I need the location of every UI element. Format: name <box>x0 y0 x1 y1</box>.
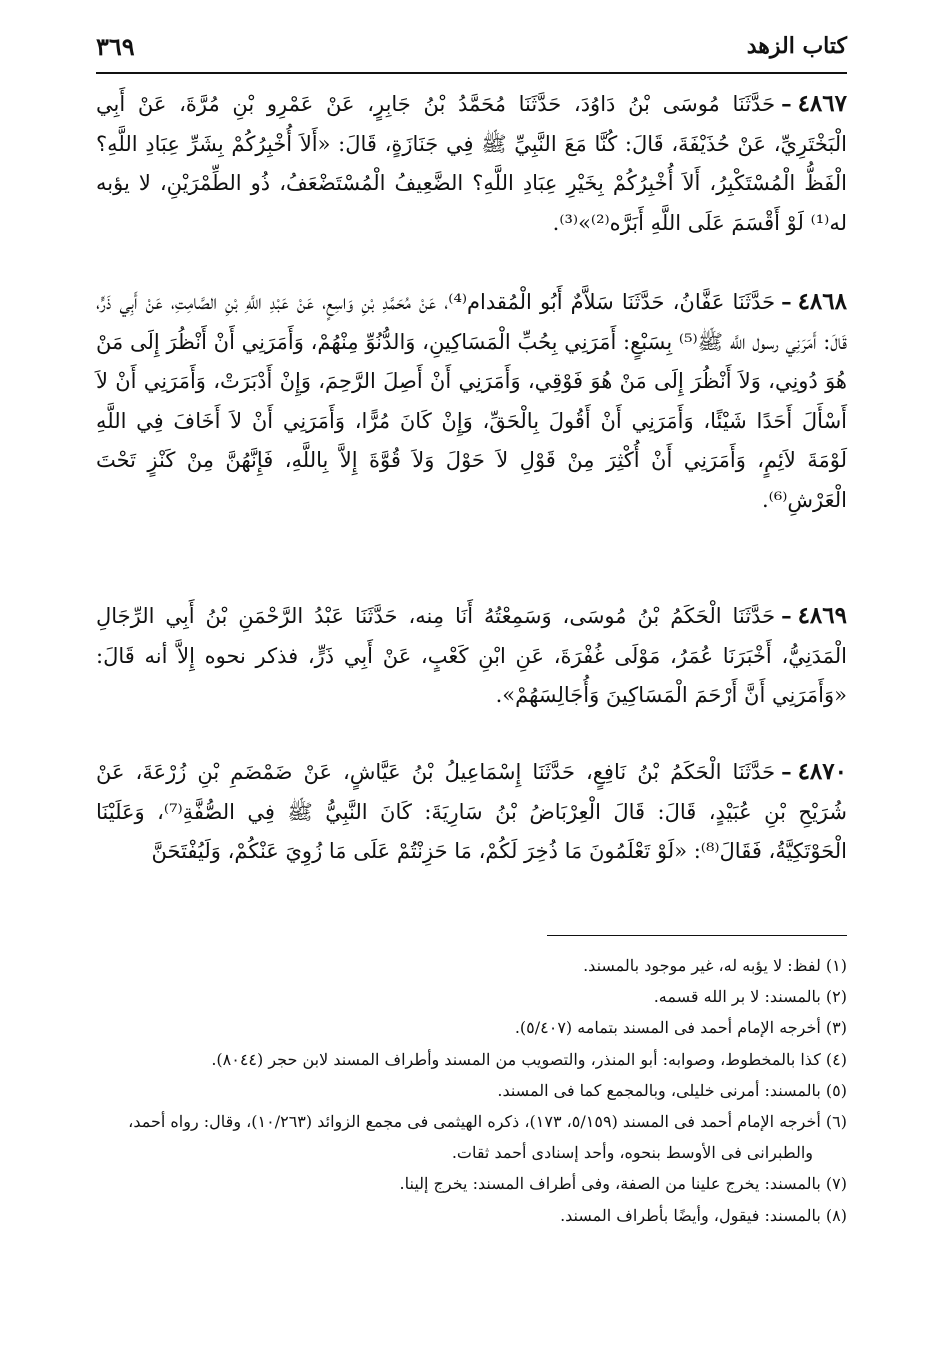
hadith-4869: ٤٨٦٩–حَدَّثَنَا الْحَكَمُ بْنُ مُوسَى، وَسَمِعْتُهُ أَنَا مِنه، حَدَّثَنَا عَبْدُ الرَّحْمَنِ بْنُ أَبِي الرِّجَالِ الْمَدَنِيُّ، أَخْبَرَنَا عُمَرُ، مَوْلَى غُفْرَةَ، عَنِ ابْنِ كَعْبٍ، عَنْ أَبِي ذَرٍّ، فذكر نحوه إِلاَّ أنه قَالَ: «وَأَمَرَنِي أَنَّ أَرْحَمَ الْمَسَاكِينَ وَأُجَالِسَهُمْ». <box>96 602 847 707</box>
footnote-2: (٢) بالمسند: لا بر الله قسمه. <box>653 987 847 1007</box>
hadith-4867: ٤٨٦٧–حَدَّثَنَا مُوسَى بْنُ دَاوُدَ، حَدَّثَنَا مُحَمَّدُ بْنُ جَابِرٍ، عَنْ عَمْرِو بْنِ مُرَّةَ، عَنْ أَبِي الْبَخْتَرِيِّ، عَنْ حُذَيْفَةَ، قَالَ: كُنَّا مَعَ النَّبِيِّ ﷺ فِي جَنَازَةٍ، قَالَ: «أَلاَ أُخْبِرُكُمْ بِشَرِّ عِبَادِ اللَّهِ؟ الْفَظُّ الْمُسْتَكْبِرُ، أَلاَ أُخْبِرُكُمْ بِخَيْرِ عِبَادِ اللَّهِ؟ الضَّعِيفُ الْمُسْتَضْعَفُ، ذُو الطِّمْرَيْنِ، لا يؤبه له⁽¹⁾ لَوْ أَقْسَمَ عَلَى اللَّهِ أَبَرَّه⁽²⁾»⁽³⁾. <box>96 90 847 235</box>
footnote-separator <box>547 935 847 936</box>
footnote-8: (٨) بالمسند: فيقول، وأيضًا بأطراف المسند. <box>560 1205 847 1225</box>
hadith-text: حَدَّثَنَا الْحَكَمُ بْنُ نَافِعٍ، حَدَّثَنَا إِسْمَاعِيلُ بْنُ عَيَّاشٍ، عَنْ ضَمْضَمِ بْنِ زُرْعَةَ، عَنْ شُرَيْحِ بْنِ عُبَيْدٍ، قَالَ: قَالَ الْعِرْبَاضُ بْنُ سَارِيَةَ: كَانَ النَّبِيُّ ﷺ فِي الصُّفَّةِ⁽⁷⁾، وَعَلَيْنَا الْحَوْتَكِيَّةُ، فَقَالَ⁽⁸⁾: «لَوْ تَعْلَمُونَ مَا ذُخِرَ لَكُمْ، مَا حَزِنْتُمْ عَلَى مَا زُوِيَ عَنْكُمْ، وَلَيُفْتَحَنَّ <box>96 760 847 863</box>
hadith-text: حَدَّثَنَا عَفَّانُ، حَدَّثَنَا سَلاَّمٌ أَبُو الْمُقدام⁽⁴⁾، عَنْ مُحَمَّدِ بْنِ وَاسِعٍ، عَنْ عَبْدِ اللَّهِ بْنِ الصَّامِتِ، عَنْ أَبِي ذَرٍّ، قَالَ: أَمَرَنِي رسول اللَّه ﷺ⁽⁵⁾ بِسَبْعٍ: أَمَرَنِي بِحُبِّ الْمَسَاكِينِ، وَالدُّنُوِّ مِنْهُمْ، وَأَمَرَنِي أَنْ أَنْظُرَ إِلَى مَنْ هُوَ دُونِي، وَلاَ أَنْظُرَ إِلَى مَنْ هُوَ فَوْقِي، وَأَمَرَنِي أَنْ أَصِلَ الرَّحِمَ، وَإِنْ أَدْبَرَتْ، وَأَمَرَنِي أَنْ لاَ أَسْأَلَ أَحَدًا شَيْئًا، وَأَمَرَنِي أَنْ أَقُولَ بِالْحَقِّ، وَإِنْ كَانَ مُرًّا، وَأَمَرَنِي أَنْ لاَ أَخَافَ فِي اللَّهِ لَوْمَةَ لاَئِمٍ، وَأَمَرَنِي أَنْ أُكْثِرَ مِنْ قَوْلِ لاَ حَوْلَ وَلاَ قُوَّةَ إِلاَّ بِاللَّهِ، فَإِنَّهُنَّ مِنْ كَنْزٍ تَحْتَ الْعَرْشِ⁽⁶⁾. <box>96 290 847 512</box>
footnote-1: (١) لفظ: لا يؤبه له، غير موجود بالمسند. <box>583 956 847 975</box>
footnote-4: (٤) كذا بالمخطوط، وصوابه: أبو المنذر، والتصويب من المسند وأطراف المسند لابن حجر (٨٠٤٤). <box>211 1049 847 1069</box>
header-rule <box>96 72 847 74</box>
hadith-text: حَدَّثَنَا الْحَكَمُ بْنُ مُوسَى، وَسَمِعْتُهُ أَنَا مِنه، حَدَّثَنَا عَبْدُ الرَّحْمَنِ بْنُ أَبِي الرِّجَالِ الْمَدَنِيُّ، أَخْبَرَنَا عُمَرُ، مَوْلَى غُفْرَةَ، عَنِ ابْنِ كَعْبٍ، عَنْ أَبِي ذَرٍّ، فذكر نحوه إِلاَّ أنه قَالَ: «وَأَمَرَنِي أَنَّ أَرْحَمَ الْمَسَاكِينَ وَأُجَالِسَهُمْ». <box>96 604 847 707</box>
footnote-5: (٥) بالمسند: أمرنى خليلى، وبالمجمع كما فى المسند. <box>497 1080 847 1100</box>
footnote-7: (٧) بالمسند: يخرج علينا من الصفة، وفى أطراف المسند: يخرج إلينا. <box>399 1174 847 1194</box>
hadith-text: حَدَّثَنَا مُوسَى بْنُ دَاوُدَ، حَدَّثَنَا مُحَمَّدُ بْنُ جَابِرٍ، عَنْ عَمْرِو بْنِ مُرَّةَ، عَنْ أَبِي الْبَخْتَرِيِّ، عَنْ حُذَيْفَةَ، قَالَ: كُنَّا مَعَ النَّبِيِّ ﷺ فِي جَنَازَةٍ، قَالَ: «أَلاَ أُخْبِرُكُمْ بِشَرِّ عِبَادِ اللَّهِ؟ الْفَظُّ الْمُسْتَكْبِرُ، أَلاَ أُخْبِرُكُمْ بِخَيْرِ عِبَادِ اللَّهِ؟ الضَّعِيفُ الْمُسْتَضْعَفُ، ذُو الطِّمْرَيْنِ، لا يؤبه له⁽¹⁾ لَوْ أَقْسَمَ عَلَى اللَّهِ أَبَرَّه⁽²⁾»⁽³⁾. <box>96 92 847 235</box>
running-title: كتاب الزهد <box>746 33 847 59</box>
hadith-number: ٤٨٦٨ <box>797 288 847 315</box>
hadith-4870: ٤٨٧٠–حَدَّثَنَا الْحَكَمُ بْنُ نَافِعٍ، حَدَّثَنَا إِسْمَاعِيلُ بْنُ عَيَّاشٍ، عَنْ ضَمْضَمِ بْنِ زُرْعَةَ، عَنْ شُرَيْحِ بْنِ عُبَيْدٍ، قَالَ: قَالَ الْعِرْبَاضُ بْنُ سَارِيَةَ: كَانَ النَّبِيُّ ﷺ فِي الصُّفَّةِ⁽⁷⁾، وَعَلَيْنَا الْحَوْتَكِيَّةُ، فَقَالَ⁽⁸⁾: «لَوْ تَعْلَمُونَ مَا ذُخِرَ لَكُمْ، مَا حَزِنْتُمْ عَلَى مَا زُوِيَ عَنْكُمْ، وَلَيُفْتَحَنَّ <box>96 758 847 863</box>
hadith-number: ٤٨٦٧ <box>797 90 847 117</box>
footnotes <box>96 950 847 1231</box>
page-number: ٣٦٩ <box>96 31 135 61</box>
hadith-number: ٤٨٧٠ <box>797 758 847 785</box>
footnote-3: (٣) أخرجه الإمام أحمد فى المسند بتمامه (٥/٤٠٧). <box>514 1018 847 1038</box>
page-header <box>96 26 847 66</box>
footnote-6: (٦) أخرجه الإمام أحمد فى المسند (٥/١٥٩، ١٧٣)، ذكره الهيثمى فى مجمع الزوائد (١٠/٢٦٣)، وقال: رواه أحمد، والطبرانى فى الأوسط بنحوه، وأحد إسنادى أحمد ثقات. <box>128 1112 847 1163</box>
hadith-number: ٤٨٦٩ <box>797 602 847 629</box>
hadith-4868: ٤٨٦٨–حَدَّثَنَا عَفَّانُ، حَدَّثَنَا سَلاَّمٌ أَبُو الْمُقدام⁽⁴⁾، عَنْ مُحَمَّدِ بْنِ وَاسِعٍ، عَنْ عَبْدِ اللَّهِ بْنِ الصَّامِتِ، عَنْ أَبِي ذَرٍّ، قَالَ: أَمَرَنِي رسول اللَّه ﷺ⁽⁵⁾ بِسَبْعٍ: أَمَرَنِي بِحُبِّ الْمَسَاكِينِ، وَالدُّنُوِّ مِنْهُمْ، وَأَمَرَنِي أَنْ أَنْظُرَ إِلَى مَنْ هُوَ دُونِي، وَلاَ أَنْظُرَ إِلَى مَنْ هُوَ فَوْقِي، وَأَمَرَنِي أَنْ أَصِلَ الرَّحِمَ، وَإِنْ أَدْبَرَتْ، وَأَمَرَنِي أَنْ لاَ أَسْأَلَ أَحَدًا شَيْئًا، وَأَمَرَنِي أَنْ أَقُولَ بِالْحَقِّ، وَإِنْ كَانَ مُرًّا، وَأَمَرَنِي أَنْ لاَ أَخَافَ فِي اللَّهِ لَوْمَةَ لاَئِمٍ، وَأَمَرَنِي أَنْ أُكْثِرَ مِنْ قَوْلِ لاَ حَوْلَ وَلاَ قُوَّةَ إِلاَّ بِاللَّهِ، فَإِنَّهُنَّ مِنْ كَنْزٍ تَحْتَ الْعَرْشِ⁽⁶⁾. <box>96 288 847 512</box>
